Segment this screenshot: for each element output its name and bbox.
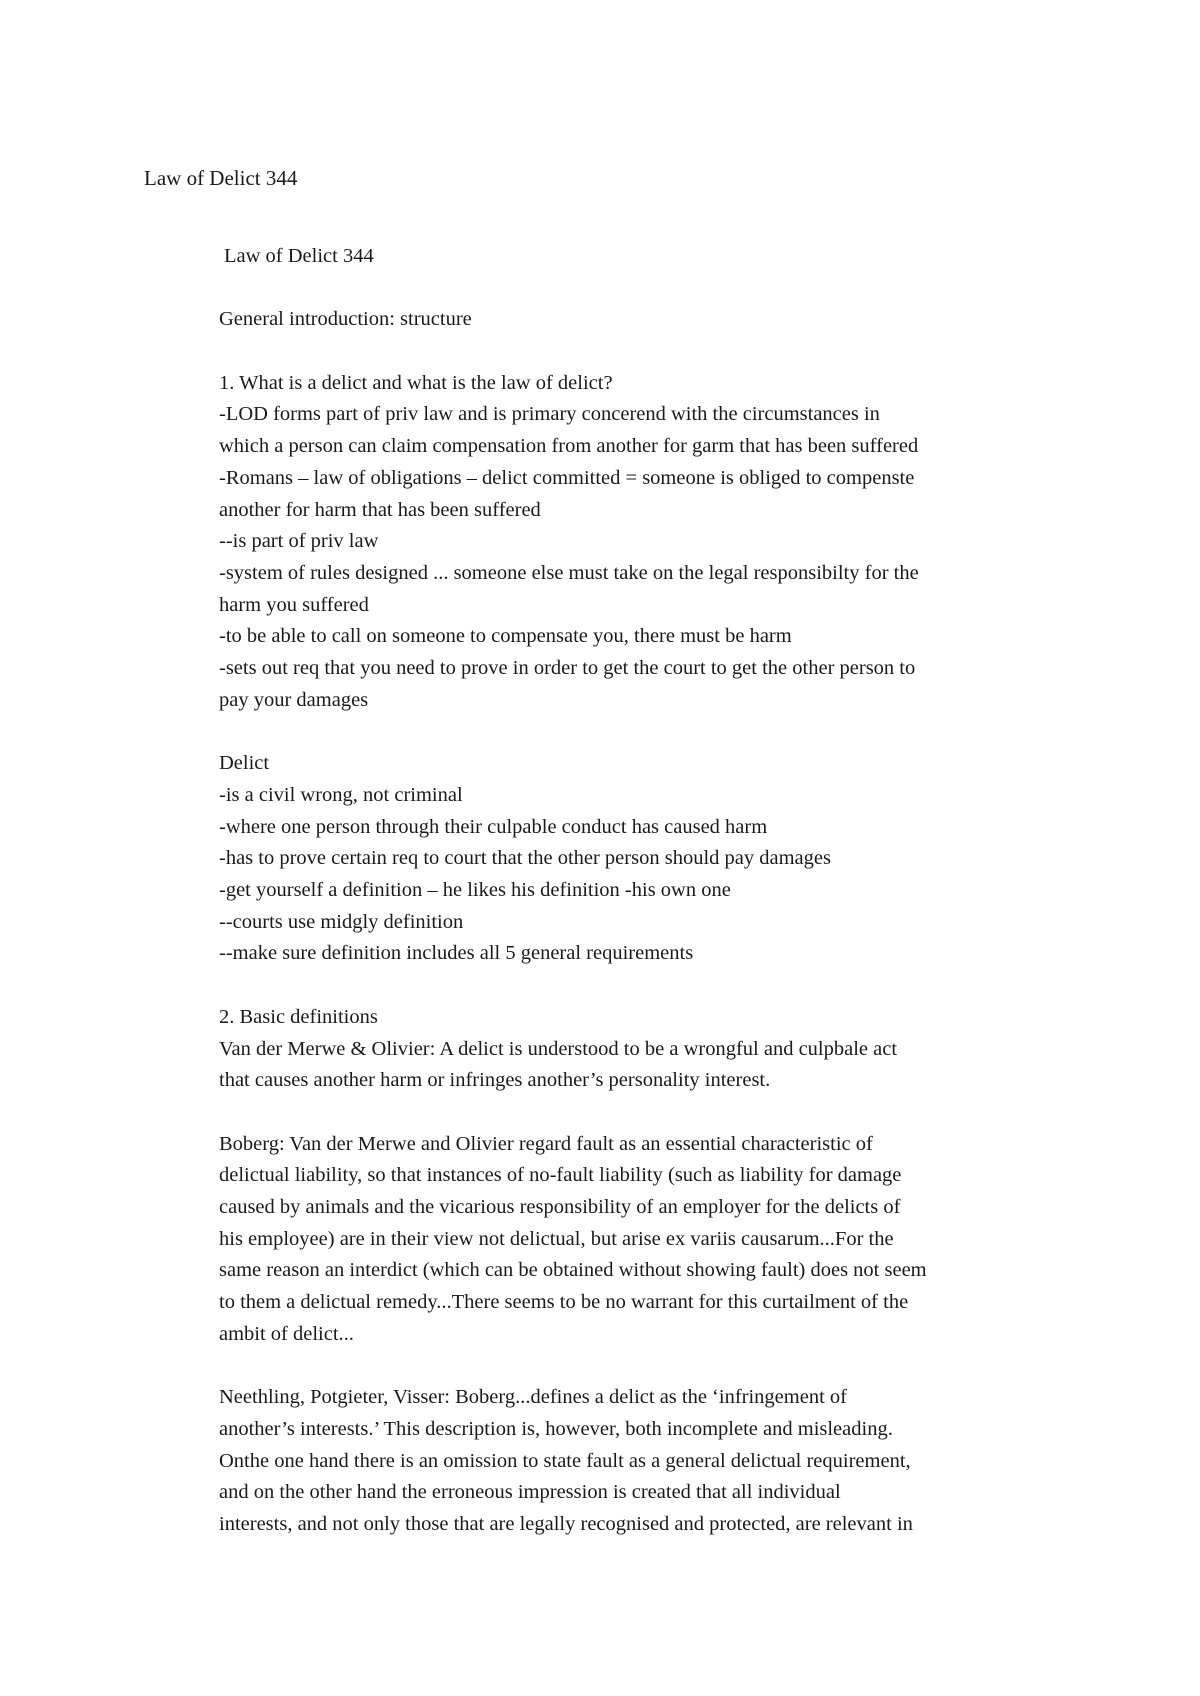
text-line: which a person can claim compensation from another for garm that has been suffered xyxy=(219,435,919,458)
text-line: ambit of delict... xyxy=(219,1322,354,1345)
section-heading: 2. Basic definitions xyxy=(219,1005,378,1028)
spacer xyxy=(219,1097,1069,1129)
text-line: -where one person through their culpable conduct has caused harm xyxy=(219,815,768,838)
text-line: another’s interests.’ This description is, however, both incomplete and misleading. xyxy=(219,1417,893,1440)
text-line: -is a civil wrong, not criminal xyxy=(219,783,463,806)
text-line: --make sure definition includes all 5 general requirements xyxy=(219,942,694,965)
text-line: Onthe one hand there is an omission to state fault as a general delictual requirement, xyxy=(219,1449,911,1472)
text-line: interests, and not only those that are legally recognised and protected, are relevant in xyxy=(219,1513,913,1536)
text-line: his employee) are in their view not delictual, but arise ex variis causarum...For the xyxy=(219,1227,894,1250)
section-basic-definitions xyxy=(219,1002,1069,1541)
text-line: that causes another harm or infringes another’s personality interest. xyxy=(219,1069,771,1092)
text-line: delictual liability, so that instances of no-fault liability (such as liability for damage xyxy=(219,1164,902,1187)
text-line: another for harm that has been suffered xyxy=(219,498,541,521)
text-line: -to be able to call on someone to compensate you, there must be harm xyxy=(219,625,792,648)
spacer xyxy=(219,717,1069,749)
text-line: Van der Merwe & Olivier: A delict is understood to be a wrongful and culpbale act xyxy=(219,1037,898,1060)
text-line: caused by animals and the vicarious responsibility of an employer for the delicts of xyxy=(219,1196,901,1219)
spacer xyxy=(219,336,1069,368)
text-line: -Romans – law of obligations – delict committed = someone is obliged to compenste xyxy=(219,466,915,489)
spacer xyxy=(219,970,1069,1002)
text-line: --is part of priv law xyxy=(219,530,379,553)
text-line: -system of rules designed ... someone else must take on the legal responsibilty for the xyxy=(219,562,919,584)
document-subtitle: General introduction: structure xyxy=(219,308,472,331)
text-line: and on the other hand the erroneous impression is created that all individual xyxy=(219,1481,841,1504)
text-line: -has to prove certain req to court that the other person should pay damages xyxy=(219,847,831,870)
document-title: Law of Delict 344 xyxy=(224,245,374,267)
text-line: pay your damages xyxy=(219,688,369,711)
text-line: Boberg: Van der Merwe and Olivier regard fault as an essential characteristic of xyxy=(219,1132,873,1155)
section-delict xyxy=(219,748,1069,970)
text-line: to them a delictual remedy...There seems to be no warrant for this curtailment of the xyxy=(219,1291,909,1314)
spacer xyxy=(219,1351,1069,1383)
text-line: -get yourself a definition – he likes his definition -his own one xyxy=(219,879,731,902)
section-what-is-delict xyxy=(219,368,1069,717)
text-line: -sets out req that you need to prove in order to get the court to get the other person to xyxy=(219,657,916,680)
text-line: --courts use midgly definition xyxy=(219,910,464,933)
text-line: same reason an interdict (which can be obtained without showing fault) does not seem xyxy=(219,1259,927,1282)
spacer xyxy=(219,273,1069,305)
text-line: harm you suffered xyxy=(219,593,369,616)
section-heading: 1. What is a delict and what is the law of delict? xyxy=(219,371,613,394)
text-line: Neethling, Potgieter, Visser: Boberg...defines a delict as the ‘infringement of xyxy=(219,1386,847,1409)
section-heading: Delict xyxy=(219,752,270,775)
document-body xyxy=(219,241,1069,1541)
page-header: Law of Delict 344 xyxy=(144,166,298,190)
text-line: -LOD forms part of priv law and is primary concerend with the circumstances in xyxy=(219,403,880,426)
